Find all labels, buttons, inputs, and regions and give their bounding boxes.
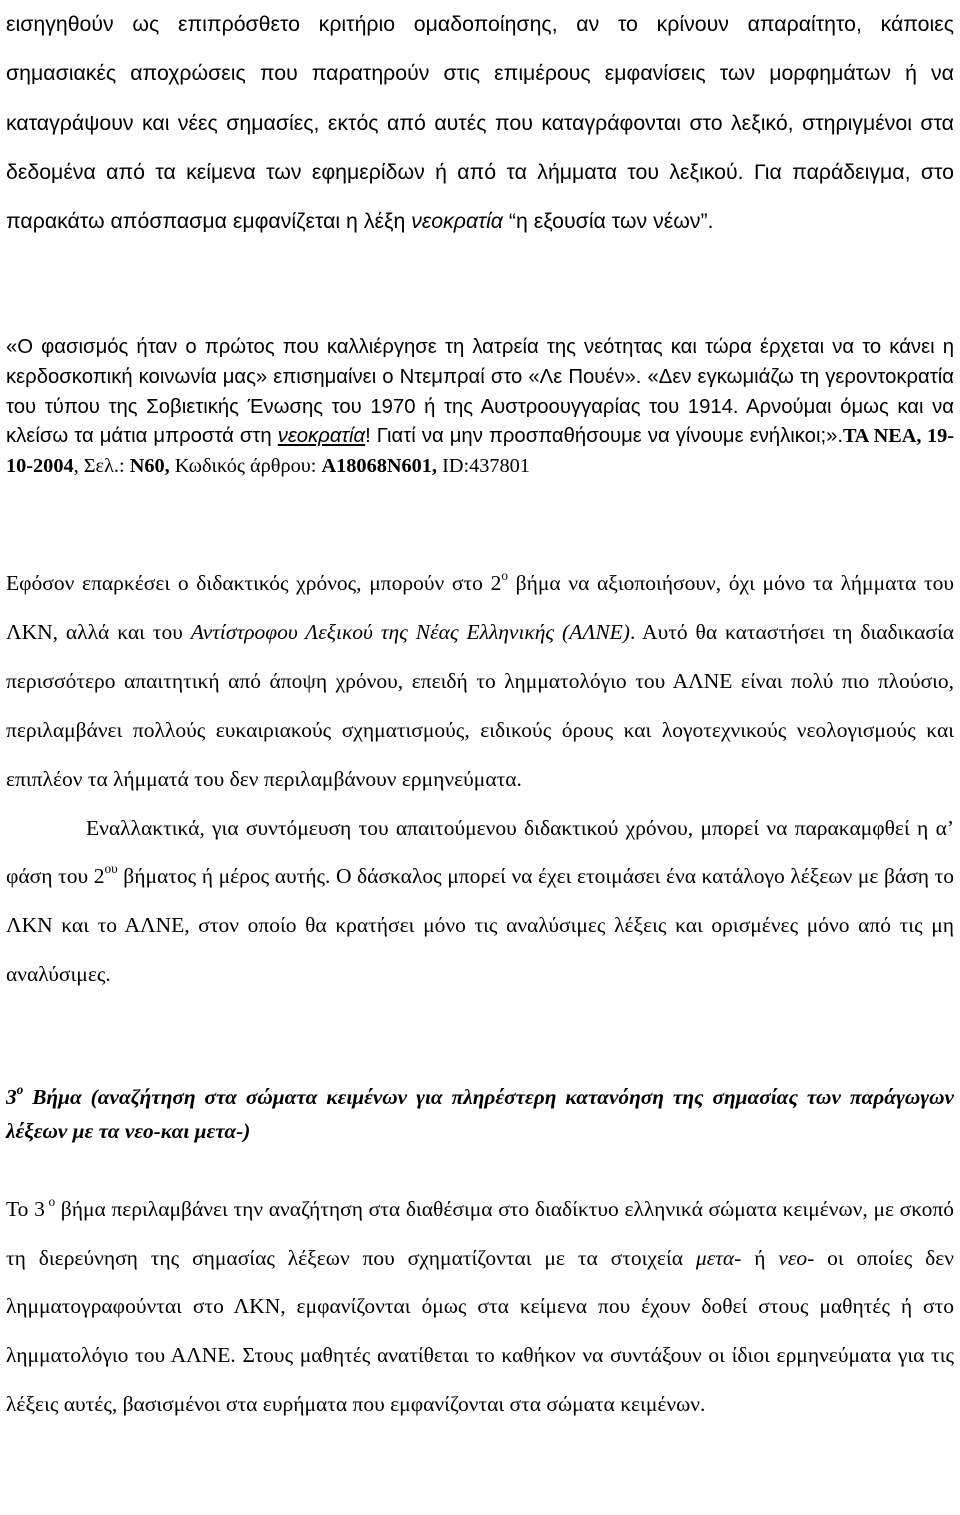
paragraph-neokratia-intro — [6, 0, 954, 246]
quoted-excerpt — [6, 333, 954, 482]
heading-number: 3 — [6, 1085, 17, 1109]
italic-term: μετα- — [695, 1245, 742, 1270]
heading-text: Βήμα (αναζήτηση στα σώματα κειμένων για πληρέστερη κατανόηση της σημασίας των παράγωγων λέξεων με τα νεο-και μετα-) — [6, 1085, 954, 1143]
italic-term: νεοκρατία — [411, 209, 503, 234]
paragraph-text: ή — [741, 1245, 779, 1270]
paragraph-text: εισηγηθούν ως επιπρόσθετο κριτήριο ομαδοποίησης, αν το κρίνουν απαραίτητο, κάποιες σημασιακές αποχρώσεις που παρατηρούν στις επιμέρους εμφανίσεις των μορφημάτων ή να καταγράψουν και νέες σημασίες, εκτός από αυτές που καταγράφονται στο λεξικό, στηριγμένοι στα δεδομένα από τα κείμενα των εφημερίδων ή από τα λήμματα του λεξικού. Για παράδειγμα, στο παρακάτω απόσπασμα εμφανίζεται η λέξη — [6, 12, 954, 234]
paragraph-text: βήμα να αξιοποιήσουν, όχι μόνο τα λήμματα του ΛΚΝ, αλλά και του — [6, 571, 954, 644]
paragraph-text: “η εξουσία των νέων”. — [502, 209, 714, 234]
paragraph-text: Το 3 — [6, 1197, 45, 1221]
source-page-label: , Σελ.: — [73, 455, 130, 478]
paragraph-step3 — [6, 1185, 954, 1429]
paragraph-text: Εναλλακτικά, για συντόμευση του απαιτούμενου διδακτικού χρόνου, μπορεί να παρακαμφθεί η α’ φάση του 2 — [6, 815, 954, 889]
source-code: A18068N601, — [321, 455, 437, 478]
superscript: ου — [104, 861, 118, 877]
source-id: ID:437801 — [437, 455, 530, 478]
superscript: ο — [501, 568, 508, 584]
underlined-term: νεοκρατία — [277, 425, 366, 448]
paragraph-alne — [6, 559, 954, 999]
paragraph-text: βήματος ή μέρος αυτής. Ο δάσκαλος μπορεί να έχει ετοιμάσει ένα κατάλογο λέξεων με βάση το ΛΚΝ και το ΑΛΝΕ, στον οποίο θα κρατήσει μόνο τις αναλύσιμες λέξεις και ορισμένες μόνο από τις μη αναλύσιμες. — [6, 864, 954, 987]
paragraph-text: . Αυτό θα καταστήσει τη διαδικασία περισσότερο απαιτητική από άποψη χρόνου, επειδή το λημματολόγιο του ΑΛΝΕ είναι πολύ πιο πλούσιο, περιλαμβάνει πολλούς ευκαιριακούς σχηματισμούς, ειδικούς όρους και λογοτεχνικούς νεολογισμούς και επιπλέον τα λήμματά του δεν περιλαμβάνουν ερμηνεύματα. — [6, 619, 955, 791]
source-page: N60, — [129, 455, 170, 478]
paragraph-text: οι οποίες δεν λημματογραφούνται στο ΛΚΝ, εμφανίζονται όμως στα κείμενα που έχουν δοθεί στους μαθητές ή στο λημματολόγιο του ΑΛΝΕ. Στους μαθητές ανατίθεται το καθήκον να συντάξουν οι ίδιοι ερμηνεύματα για τις λέξεις αυτές, βασισμένοι στα ευρήματα που εμφανίζονται στα σώματα κειμένων. — [6, 1245, 955, 1416]
source-code-label: Κωδικός άρθρου: — [169, 455, 322, 478]
superscript: ο — [16, 1082, 24, 1098]
paragraph-text: βήμα περιλαμβάνει την αναζήτηση στα διαθέσιμα στο διαδίκτυο ελληνικά σώματα κειμένων, με σκοπό τη διερεύνηση της σημασίας λέξεων που σχηματίζονται με τα στοιχεία — [6, 1197, 954, 1270]
italic-dictionary-title: Αντίστροφου Λεξικού της Νέας Ελληνικής (ΑΛΝΕ) — [190, 619, 630, 644]
section-heading — [6, 1080, 954, 1148]
quote-text: «Ο φασισμός ήταν ο πρώτος που καλλιέργησε τη λατρεία της νεότητας και τώρα έρχεται να το κάνει η κερδοσκοπική κοινωνία μας» επισημαίνει ο Ντεμπραί στο «Λε Πουέν». «Δεν εγκωμιάζω τη γεροντοκρατία του τύπου της Σοβιετικής Ένωσης του 1970 ή της Αυστροουγγαρίας του 1914. Αρνούμαι όμως και να κλείσω τα μάτια μπροστά στη — [6, 336, 954, 448]
italic-term: νεο- — [778, 1245, 815, 1270]
paragraph-text: Εφόσον επαρκέσει ο διδακτικός χρόνος, μπορούν στο 2 — [6, 571, 502, 595]
source-newspaper: ΤΑ ΝΕΑ, 19-10-2004 — [6, 425, 954, 478]
quote-text: ! Γιατί να μην προσπαθήσουμε να γίνουμε ενήλικοι;». — [365, 425, 844, 448]
superscript: ο — [44, 1194, 56, 1210]
